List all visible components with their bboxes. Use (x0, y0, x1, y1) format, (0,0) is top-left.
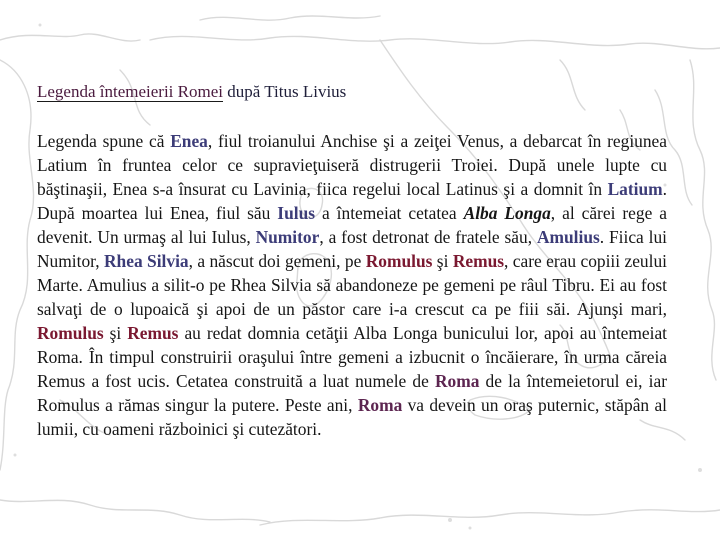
highlight-romulus: Romulus (365, 251, 433, 271)
title-main: Legenda întemeierii Romei (37, 82, 223, 101)
highlight-roma: Roma (357, 395, 403, 415)
highlight-latium: Latium (607, 179, 663, 199)
body-text: , fiul troianului Anchise şi a zeiţei Venus, a debarcat în regiunea Latium în fruntea celor ce supravieţuiseră distrugerii Troiei. După unele lupte cu băştinaşii, Enea s-a însurat cu Lavinia, fiica regelui local Latinus şi a domnit în (37, 131, 667, 199)
body-text: , a născut doi gemeni, pe (188, 251, 366, 271)
body-text: a întemeiat cetatea (315, 203, 464, 223)
slide-body-paragraph (37, 129, 667, 441)
body-text: va devein un oraş puternic, stăpân al lumii, cu oameni războinici şi cutezători. (37, 395, 668, 439)
body-text: . După moartea lui Enea, fiul său (37, 179, 667, 223)
highlight-remus: Remus (127, 323, 179, 343)
highlight-rhea-silvia: Rhea Silvia (104, 251, 189, 271)
body-text: , al cărei rege a devenit. Un urmaş al lui Iulus, (37, 203, 667, 247)
highlight-amulius: Amulius (536, 227, 600, 247)
body-text: . Fiica lui Numitor, (37, 227, 667, 271)
body-text: şi (432, 251, 453, 271)
title-rest: după Titus Livius (223, 82, 347, 101)
body-text: au redat domnia cetăţii Alba Longa bunicului lor, apoi au întemeiat Roma. În timpul construirii oraşului între gemeni a izbucnit o încăierare, în urma căreia Remus a fost ucis. Cetatea construită a luat numele de (37, 323, 668, 391)
highlight-remus: Remus (452, 251, 505, 271)
body-text: de la întemeietorul ei, iar Romulus a rămas singur la putere. Peste ani, (37, 371, 667, 415)
body-text: Legenda spune că (37, 131, 171, 151)
highlight-alba-longa: Alba Longa (463, 203, 551, 223)
body-text: , a fost detronat de fratele său, (319, 227, 537, 247)
highlight-iulus: Iulus (277, 203, 316, 223)
highlight-romulus: Romulus (37, 323, 104, 343)
body-text: , care erau copiii zeului Marte. Amulius a silit-o pe Rhea Silvia să abandoneze pe gemeni pe râul Tibru. Ei au fost salvaţi de o lupoaică şi apoi de un păstor care i-a crescut ca pe fiii săi. Ajunşi mari, (37, 251, 667, 319)
highlight-numitor: Numitor (255, 227, 320, 247)
body-text: şi (103, 323, 128, 343)
highlight-enea: Enea (170, 131, 208, 151)
highlight-roma: Roma (434, 371, 480, 391)
slide-title (37, 82, 346, 102)
